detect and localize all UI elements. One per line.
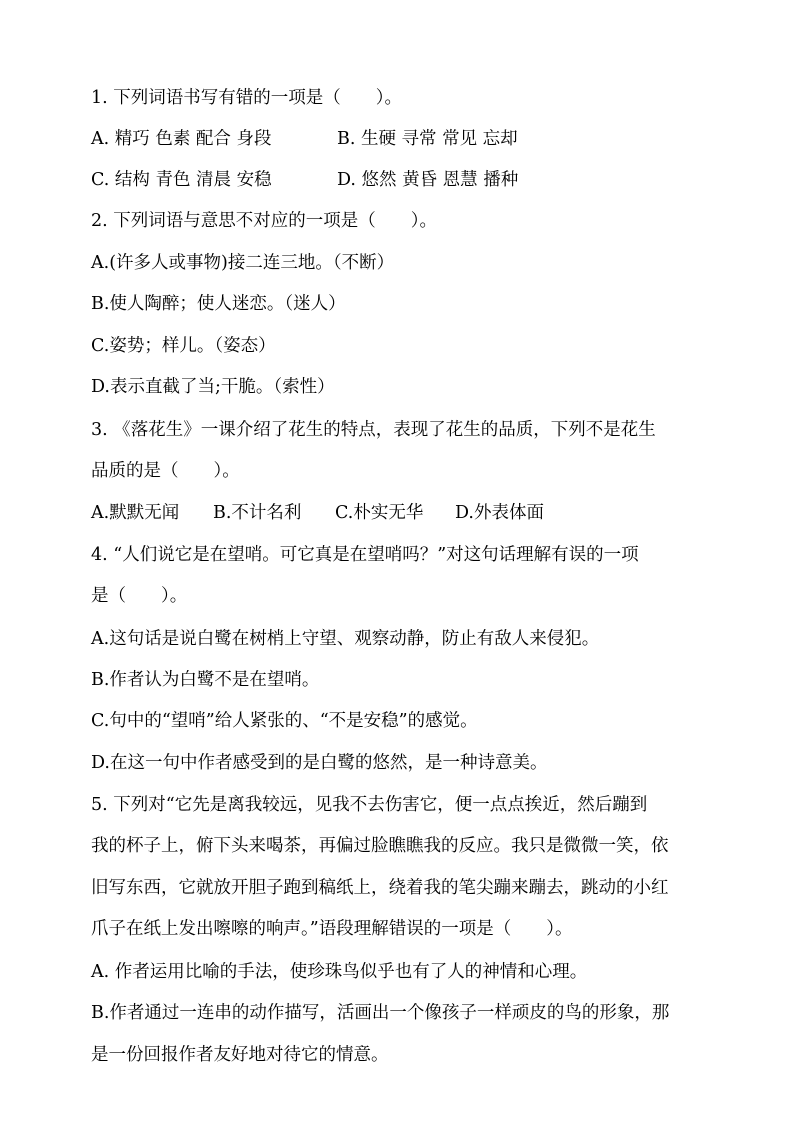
q4-option-c: C.句中的“望哨”给人紧张的、“不是安稳”的感觉。	[91, 711, 478, 731]
q2-option-c: C.姿势；样儿。（姿态）	[91, 336, 276, 356]
q5-stem-line1: 5. 下列对“它先是离我较远，见我不去伤害它，便一点点挨近，然后蹦到	[91, 795, 648, 815]
q4-option-d: D.在这一句中作者感受到的是白鹭的悠然，是一种诗意美。	[91, 753, 548, 773]
q5-stem-line3: 旧写东西，它就放开胆子跑到稿纸上，绕着我的笔尖蹦来蹦去，跳动的小红	[91, 878, 669, 898]
q3-option-a: A.默默无闻	[91, 503, 180, 523]
q3-options-row	[91, 501, 544, 525]
q3-option-b: B.不计名利	[213, 503, 302, 523]
q3-option-d: D.外表体面	[455, 503, 544, 523]
q5-option-b-line1: B.作者通过一连串的动作描写，活画出一个像孩子一样顽皮的鸟的形象，那	[91, 1003, 670, 1023]
q1-option-d: D. 悠然 黄昏 恩慧 播种	[337, 170, 519, 190]
q1-option-b: B. 生硬 寻常 常见 忘却	[337, 129, 518, 149]
q3-stem-line2: 品质的是（ ）。	[91, 461, 240, 481]
q2-stem: 2. 下列词语与意思不对应的一项是（ ）。	[91, 211, 438, 231]
q1-option-c: C. 结构 青色 清晨 安稳	[91, 170, 272, 190]
q1-option-a: A. 精巧 色素 配合 身段	[91, 129, 272, 149]
q1-stem: 1. 下列词语书写有错的一项是（ ）。	[91, 88, 403, 108]
q4-stem-line2: 是（ ）。	[91, 586, 188, 606]
q3-stem-line1: 3. 《落花生》一课介绍了花生的特点，表现了花生的品质，下列不是花生	[91, 420, 656, 440]
q2-option-d: D.表示直截了当;干脆。（索性）	[91, 377, 335, 397]
q1-options-row1	[91, 127, 518, 151]
q5-option-a: A. 作者运用比喻的手法，使珍珠鸟似乎也有了人的神情和心理。	[91, 962, 588, 982]
q4-option-a: A.这句话是说白鹭在树梢上守望、观察动静，防止有敌人来侵犯。	[91, 629, 600, 649]
q2-option-a: A.(许多人或事物)接二连三地。（不断）	[91, 253, 395, 273]
q4-stem-line1: 4. “人们说它是在望哨。可它真是在望哨吗？”对这句话理解有误的一项	[91, 545, 639, 565]
q1-options-row2	[91, 168, 518, 192]
q3-option-c: C.朴实无华	[335, 503, 424, 523]
q5-stem-line4: 爪子在纸上发出嚓嚓的响声。”语段理解错误的一项是（ ）。	[91, 919, 573, 939]
q5-option-b-line2: 是一份回报作者友好地对待它的情意。	[91, 1045, 389, 1065]
q2-option-b: B.使人陶醉；使人迷恋。（迷人）	[91, 294, 346, 314]
q5-stem-line2: 我的杯子上，俯下头来喝茶，再偏过脸瞧瞧我的反应。我只是微微一笑，依	[91, 836, 669, 856]
q4-option-b: B.作者认为白鹭不是在望哨。	[91, 670, 320, 690]
